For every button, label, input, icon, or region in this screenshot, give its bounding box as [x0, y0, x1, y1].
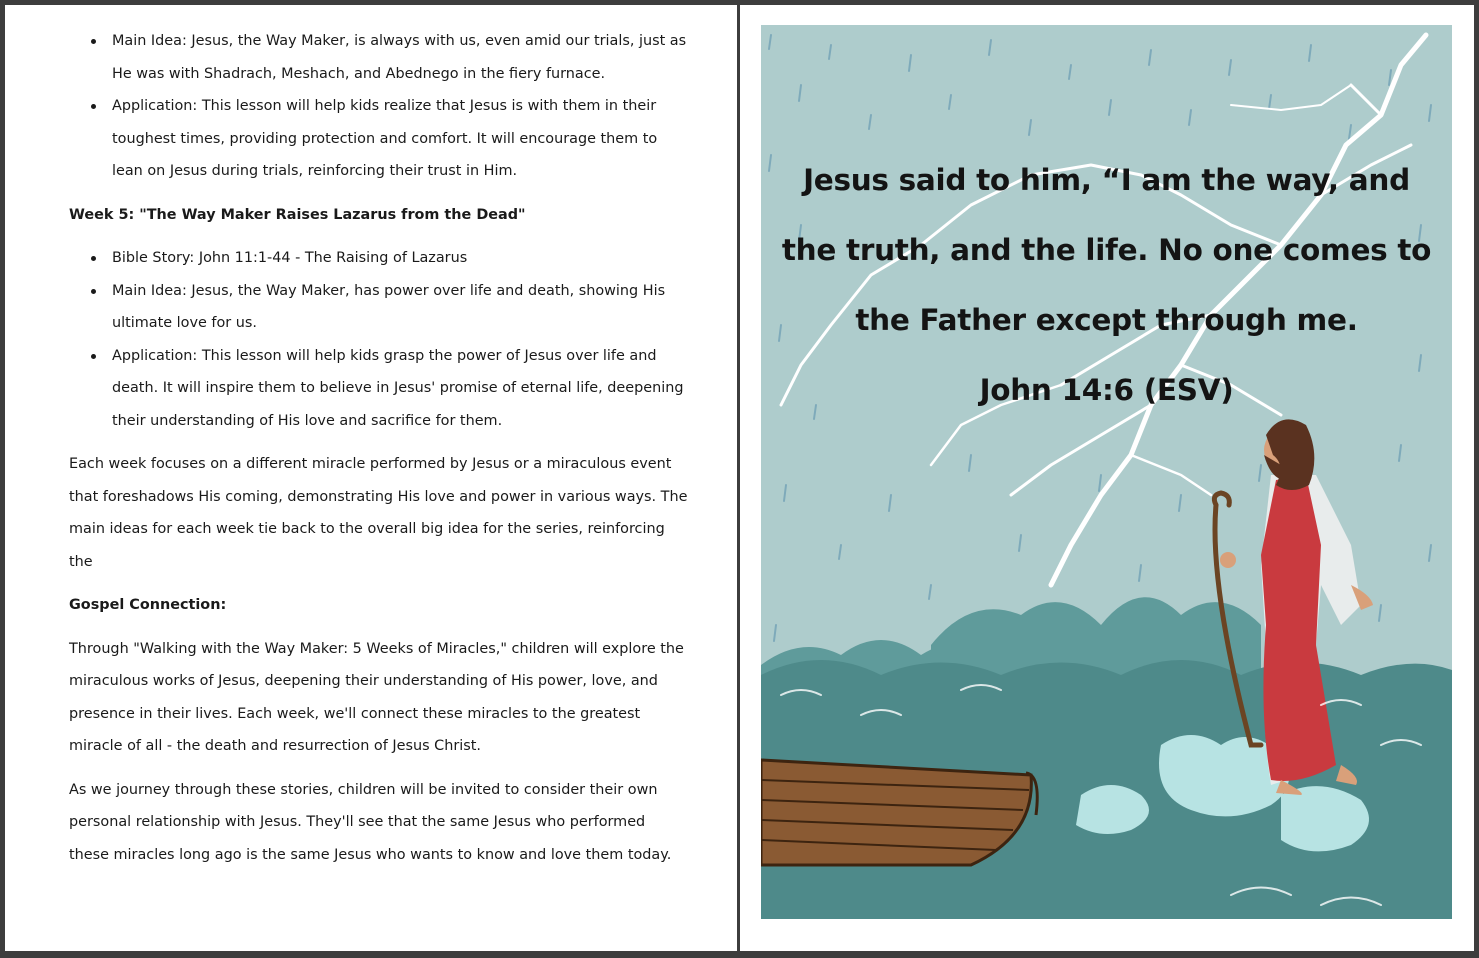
verse-text: Jesus said to him, “I am the way, and the truth, and the life. No one comes to the Father except through me. — [781, 163, 1432, 337]
document-page-right — [740, 5, 1474, 951]
hand — [1220, 552, 1236, 568]
week5-heading: Week 5: "The Way Maker Raises Lazarus from the Dead" — [69, 206, 526, 223]
verse-reference: John 14:6 (ESV) — [979, 373, 1234, 407]
summary-paragraph: Each week focuses on a different miracle performed by Jesus or a miraculous event that foreshadows His coming, demonstrating His love and power in various ways. The main ideas for each week tie back to the overall big idea for the series, reinforcing the — [69, 456, 688, 570]
list-item: Main Idea: Jesus, the Way Maker, has power over life and death, showing His ultimate love for us. — [112, 275, 689, 340]
week4-bullet-list — [69, 25, 689, 188]
bible-verse — [781, 145, 1432, 425]
list-item: Bible Story: John 11:1-44 - The Raising of Lazarus — [112, 242, 689, 275]
list-item: Application: This lesson will help kids realize that Jesus is with them in their toughest times, providing protection and comfort. It will encourage them to lean on Jesus during trials, reinforcing their trust in Him. — [112, 90, 689, 188]
document-page-left — [5, 5, 737, 951]
gospel-paragraph-2: As we journey through these stories, children will be invited to consider their own personal relationship with Jesus. They'll see that the same Jesus who performed these miracles long ago is the same Jesus who wants to know and love them today. — [69, 781, 672, 863]
week5-bullet-list — [69, 242, 689, 437]
list-item: Main Idea: Jesus, the Way Maker, is always with us, even amid our trials, just as He was with Shadrach, Meshach, and Abednego in the fiery furnace. — [112, 25, 689, 90]
gospel-paragraph-1: Through "Walking with the Way Maker: 5 Weeks of Miracles," children will explore the miraculous works of Jesus, deepening their understanding of His power, love, and presence in their lives. Each week, we'll connect these miracles to the greatest miracle of all - the death and resurrection of Jesus Christ. — [69, 640, 684, 754]
gospel-connection-heading: Gospel Connection: — [69, 597, 227, 613]
page-text-body — [69, 25, 689, 871]
verse-poster-illustration — [761, 25, 1452, 919]
list-item: Application: This lesson will help kids grasp the power of Jesus over life and death. It will inspire them to believe in Jesus' promise of eternal life, deepening their understanding of His love and sacrifice for them. — [112, 340, 689, 438]
boat-icon — [761, 760, 1037, 865]
